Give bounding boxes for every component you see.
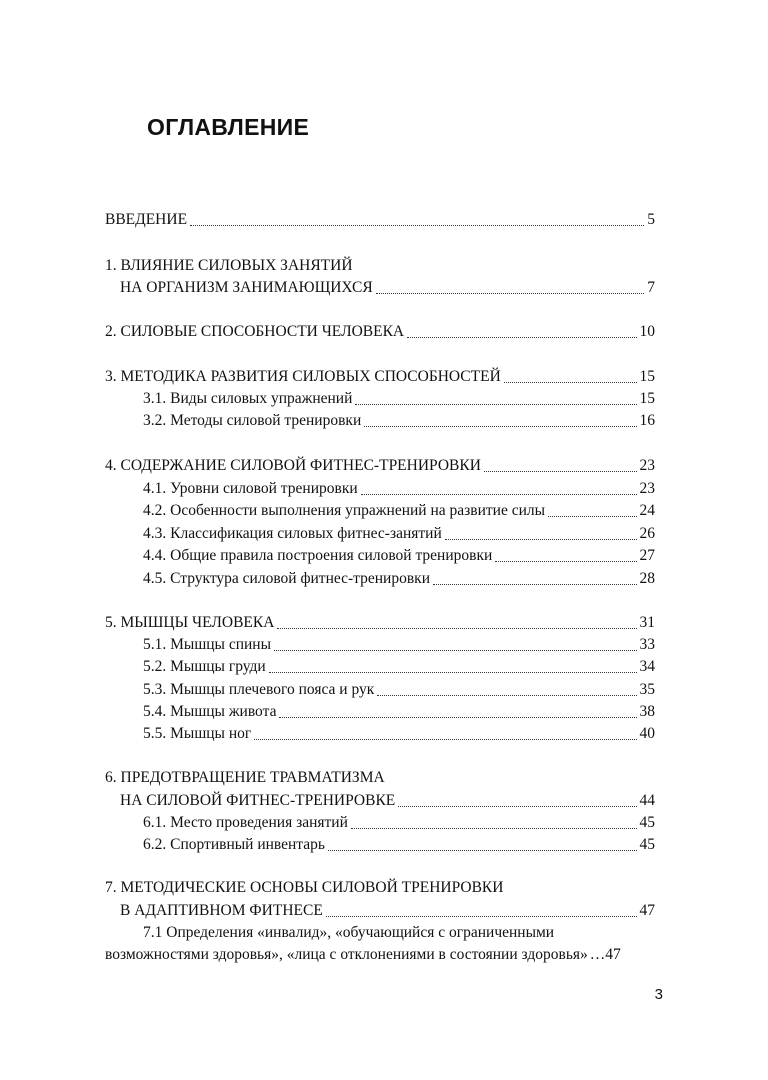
toc-entry-7[interactable] — [120, 901, 655, 921]
toc-entry-page: 27 — [639, 547, 655, 564]
toc-entry-6-line1[interactable]: 6. ПРЕДОТВРАЩЕНИЕ ТРАВМАТИЗМА — [105, 769, 385, 786]
toc-entry-5-1[interactable] — [143, 635, 655, 655]
toc-entry-6-2[interactable] — [143, 835, 655, 855]
toc-entry-5-5[interactable] — [143, 724, 655, 744]
dot-leader — [254, 739, 636, 740]
toc-entry-label: 5.3. Мышцы плечевого пояса и рук — [143, 681, 375, 698]
dot-leader — [361, 494, 637, 495]
toc-entry-label: 4.4. Общие правила построения силовой тренировки — [143, 547, 493, 564]
toc-entry-label: 4.1. Уровни силовой тренировки — [143, 480, 358, 497]
toc-entry-label: 5. МЫШЦЫ ЧЕЛОВЕКА — [105, 614, 275, 631]
toc-entry-label: НА СИЛОВОЙ ФИТНЕС-ТРЕНИРОВКЕ — [120, 792, 396, 809]
dot-leader — [407, 337, 636, 338]
toc-entry-label: НА ОРГАНИЗМ ЗАНИМАЮЩИХСЯ — [120, 279, 373, 296]
page-number: 3 — [654, 986, 663, 1003]
toc-entry-3-1[interactable] — [143, 389, 655, 409]
toc-entry-label: 3. МЕТОДИКА РАЗВИТИЯ СИЛОВЫХ СПОСОБНОСТЕЙ — [105, 368, 501, 385]
dot-leader — [376, 293, 645, 294]
toc-entry-4[interactable] — [105, 456, 655, 476]
toc-entry-page: 33 — [639, 636, 655, 653]
dot-leader — [484, 471, 637, 472]
dot-leader — [548, 516, 636, 517]
toc-entry-page: 24 — [639, 502, 655, 519]
toc-entry-label: 5.2. Мышцы груди — [143, 658, 266, 675]
toc-entry-intro[interactable] — [105, 210, 655, 230]
toc-entry-4-4[interactable] — [143, 546, 655, 566]
toc-entry-label: 5.5. Мышцы ног — [143, 725, 252, 742]
toc-entry-7-1-line1[interactable]: 7.1 Определения «инвалид», «обучающийся с ограниченными — [143, 924, 555, 941]
toc-entry-label: ВВЕДЕНИЕ — [105, 211, 188, 228]
toc-entry-page: 15 — [639, 368, 655, 385]
toc-entry-label: возможностями здоровья», «лица с отклонениями в состоянии здоровья» — [105, 946, 588, 963]
toc-entry-page: 26 — [639, 525, 655, 542]
toc-entry-4-3[interactable] — [143, 524, 655, 544]
toc-entry-page: 15 — [639, 390, 655, 407]
dot-leader — [495, 561, 636, 562]
toc-entry-page: 34 — [639, 658, 655, 675]
toc-entry-page: …47 — [589, 946, 621, 963]
dot-leader — [351, 828, 637, 829]
toc-entry-1[interactable] — [120, 278, 655, 298]
toc-entry-page: 16 — [639, 412, 655, 429]
page-title: ОГЛАВЛЕНИЕ — [147, 114, 310, 140]
dot-leader — [445, 539, 637, 540]
dot-leader — [328, 850, 637, 851]
toc-entry-page: 35 — [639, 681, 655, 698]
dot-leader — [277, 628, 636, 629]
toc-entry-page: 5 — [647, 211, 655, 228]
dot-leader — [364, 426, 636, 427]
toc-entry-label: 4.3. Классификация силовых фитнес-занятий — [143, 525, 442, 542]
toc-entry-label: 5.4. Мышцы живота — [143, 703, 277, 720]
toc-entry-5-4[interactable] — [143, 702, 655, 722]
toc-entry-label: 4.2. Особенности выполнения упражнений на развитие силы — [143, 502, 546, 519]
dot-leader — [279, 717, 636, 718]
toc-entry-4-2[interactable] — [143, 501, 655, 521]
toc-entry-page: 31 — [639, 614, 655, 631]
toc-entry-7-line1[interactable]: 7. МЕТОДИЧЕСКИЕ ОСНОВЫ СИЛОВОЙ ТРЕНИРОВКИ — [105, 879, 504, 896]
dot-leader — [269, 672, 637, 673]
toc-entry-label: 6.2. Спортивный инвентарь — [143, 836, 325, 853]
dot-leader — [274, 650, 636, 651]
dot-leader — [377, 695, 636, 696]
toc-entry-page: 45 — [639, 814, 655, 831]
toc-entry-page: 10 — [639, 323, 655, 340]
toc-entry-3-2[interactable] — [143, 411, 655, 431]
toc-entry-label: В АДАПТИВНОМ ФИТНЕСЕ — [120, 902, 323, 919]
toc-entry-4-1[interactable] — [143, 479, 655, 499]
dot-leader — [398, 806, 636, 807]
toc-entry-7-1[interactable] — [105, 945, 655, 965]
toc-entry-page: 28 — [639, 570, 655, 587]
toc-entry-3[interactable] — [105, 367, 655, 387]
dot-leader — [355, 404, 636, 405]
dot-leader — [190, 225, 644, 226]
toc-entry-label: 3.2. Методы силовой тренировки — [143, 412, 362, 429]
toc-entry-6-1[interactable] — [143, 813, 655, 833]
toc-entry-page: 7 — [647, 279, 655, 296]
toc-entry-page: 23 — [639, 457, 655, 474]
toc-entry-5-3[interactable] — [143, 680, 655, 700]
toc-entry-6[interactable] — [120, 791, 655, 811]
toc-entry-1-line1[interactable]: 1. ВЛИЯНИЕ СИЛОВЫХ ЗАНЯТИЙ — [105, 257, 353, 274]
toc-entry-label: 5.1. Мышцы спины — [143, 636, 272, 653]
toc-entry-5[interactable] — [105, 613, 655, 633]
dot-leader — [433, 584, 637, 585]
toc-entry-page: 40 — [639, 725, 655, 742]
toc-entry-label: 2. СИЛОВЫЕ СПОСОБНОСТИ ЧЕЛОВЕКА — [105, 323, 405, 340]
toc-entry-page: 47 — [639, 902, 655, 919]
toc-entry-page: 44 — [639, 792, 655, 809]
toc-entry-page: 45 — [639, 836, 655, 853]
toc-entry-4-5[interactable] — [143, 569, 655, 589]
toc-entry-page: 23 — [639, 480, 655, 497]
dot-leader — [504, 382, 637, 383]
toc-entry-page: 38 — [639, 703, 655, 720]
toc-entry-label: 3.1. Виды силовых упражнений — [143, 390, 353, 407]
dot-leader — [326, 916, 637, 917]
toc-entry-label: 4.5. Структура силовой фитнес-тренировки — [143, 570, 430, 587]
toc-entry-label: 4. СОДЕРЖАНИЕ СИЛОВОЙ ФИТНЕС-ТРЕНИРОВКИ — [105, 457, 481, 474]
toc-entry-5-2[interactable] — [143, 657, 655, 677]
toc-entry-2[interactable] — [105, 322, 655, 342]
toc-entry-label: 6.1. Место проведения занятий — [143, 814, 348, 831]
